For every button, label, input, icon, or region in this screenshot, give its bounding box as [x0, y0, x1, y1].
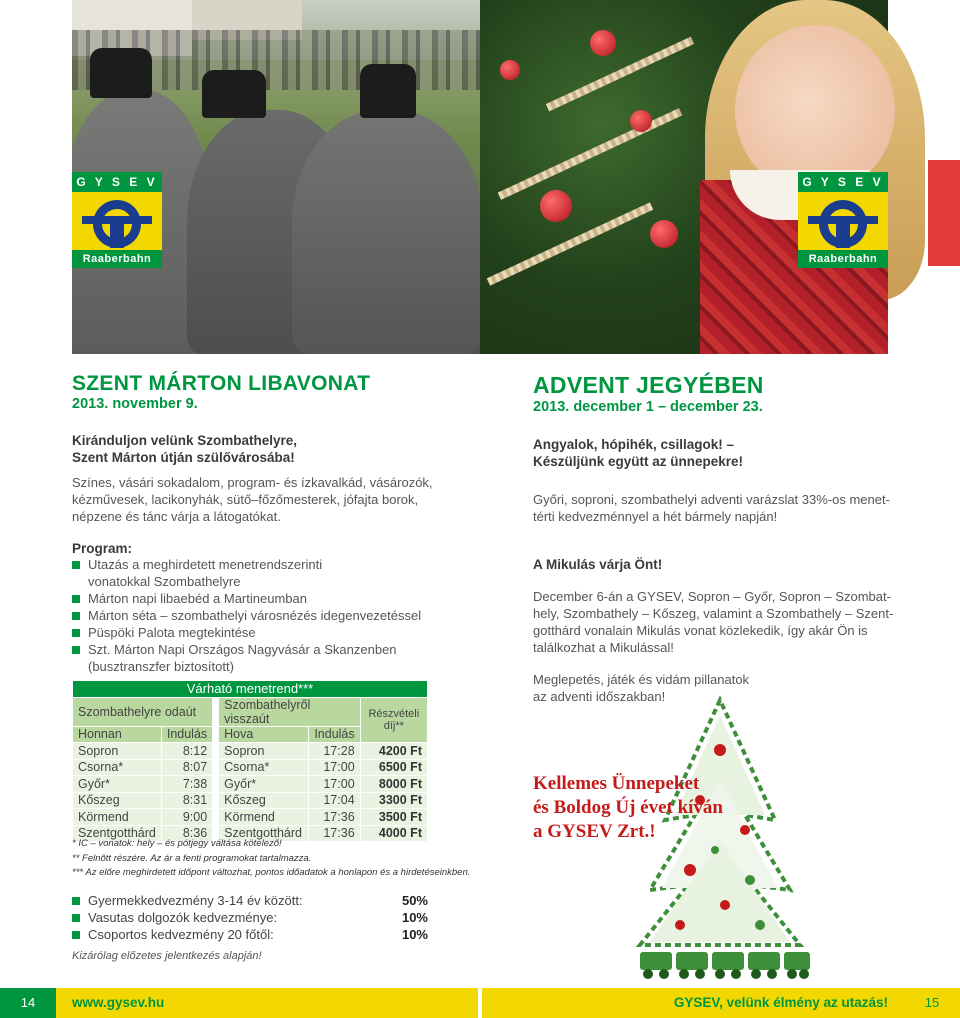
gysev-logo-left: G Y S E V Raaberbahn — [72, 172, 162, 268]
footer-slogan: GYSEV, velünk élmény az utazás! — [673, 995, 888, 1010]
gysev-emblem-icon — [806, 198, 880, 250]
left-intro: Színes, vásári sokadalom, program- és ízkavalkád, vásározók, kézművesek, lacikonyhák, sütő–főzőmesterek, jófajta borok, népzene és tánc várja a látogatókat. — [72, 475, 433, 524]
list-item: Gyermekkedvezmény 3-14 év között: 50% — [72, 892, 428, 909]
list-item: Csoportos kedvezmény 20 főtől: 10% — [72, 926, 428, 943]
table-row: Körmend 9:00 Körmend 17:36 3500 Ft — [73, 809, 428, 826]
discount-list — [72, 892, 428, 943]
website-link[interactable]: www.gysev.hu — [72, 995, 165, 1010]
mikulas-label: A Mikulás várja Önt! — [533, 557, 663, 572]
list-item: Püspöki Palota megtekintése — [72, 624, 421, 641]
list-item: Márton séta – szombathelyi városnézés idegenvezetéssel — [72, 607, 421, 624]
table-row: Sopron 8:12 Sopron 17:28 4200 Ft — [73, 743, 428, 760]
page-footer — [0, 988, 960, 1018]
list-item: Szt. Márton Napi Országos Nagyvásár a Skanzenben (busztranszfer biztosított) — [72, 641, 421, 675]
list-item: Márton napi libaebéd a Martineumban — [72, 590, 421, 607]
table-row: Kőszeg 8:31 Kőszeg 17:04 3300 Ft — [73, 792, 428, 809]
left-title: SZENT MÁRTON LIBAVONAT — [72, 372, 371, 395]
right-lead: Angyalok, hópihék, csillagok! – Készüljünk együtt az ünnepekre! — [533, 437, 744, 469]
list-item: Vasutas dolgozók kedvezménye: 10% — [72, 909, 428, 926]
right-intro: Győri, soproni, szombathelyi adventi varázslat 33%-os menet- térti kedvezménnyel a hét bármely napján! — [533, 492, 890, 524]
surprise-text: Meglepetés, játék és vidám pillanatok az adventi időszakban! — [533, 672, 750, 704]
page-number-left: 14 — [0, 988, 56, 1018]
timetable-title: Várható menetrend*** — [73, 681, 428, 698]
mikulas-text: December 6-án a GYSEV, Sopron – Győr, Sopron – Szombat- hely, Szombathely – Kőszeg, valamint a Szombathely – Szent- gotthárd vonalain Mikulás vonat közlekedik, így akár Ön is találkozhat a Mikulással! — [533, 589, 894, 655]
right-title: ADVENT JEGYÉBEN — [533, 372, 764, 398]
program-list — [72, 556, 421, 675]
program-label: Program: — [72, 541, 133, 556]
page-number-right: 15 — [904, 988, 960, 1018]
table-row: Győr* 7:38 Győr* 17:00 8000 Ft — [73, 776, 428, 793]
left-date: 2013. november 9. — [72, 396, 198, 412]
left-lead: Kiránduljon velünk Szombathelyre, Szent Márton útján szülővárosába! — [72, 433, 298, 465]
booking-note: Kizárólag előzetes jelentkezés alapján! — [72, 950, 262, 962]
greeting: Kellemes Ünnepeket és Boldog Új évet kíván a GYSEV Zrt.! — [533, 773, 723, 842]
right-date: 2013. december 1 – december 23. — [533, 399, 763, 415]
table-row: Csorna* 8:07 Csorna* 17:00 6500 Ft — [73, 759, 428, 776]
table-row: Szentgotthárd 8:36 Szentgotthárd 17:36 4000 Ft — [73, 825, 428, 842]
timetable: Várható menetrend*** Szombathelyre odaút Szombathelyről visszaút Részvételi díj** Honnan Indulás Hova Indulás Sopron 8:12 Sopron 17:28 4200 Ft Csorna* 8:07 Csorna* 17:00 6500 Ft Győr* 7:38 Győr* 17:00 8000 Ft Kőszeg 8:31 Kőszeg 17:04 3300 Ft Körmend 9:00 Körmend 17:36 3500 Ft Szentgotthárd 8:36 Szentgotthárd 17:36 4000 Ft — [72, 680, 428, 842]
list-item: Utazás a meghirdetett menetrendszerinti vonatokkal Szombathelyre — [72, 556, 421, 590]
gysev-logo-right: G Y S E V Raaberbahn — [798, 172, 888, 268]
footnotes: * IC – vonatok: hely – és pótjegy váltása kötelező! ** Felnőtt részére. Az ár a fenti programokat tartalmazza. *** Az előre meghirdetett időpont változhat, pontos időadatok a honlapon és a hirdetéseinkben. — [72, 838, 471, 878]
gysev-emblem-icon — [80, 198, 154, 250]
